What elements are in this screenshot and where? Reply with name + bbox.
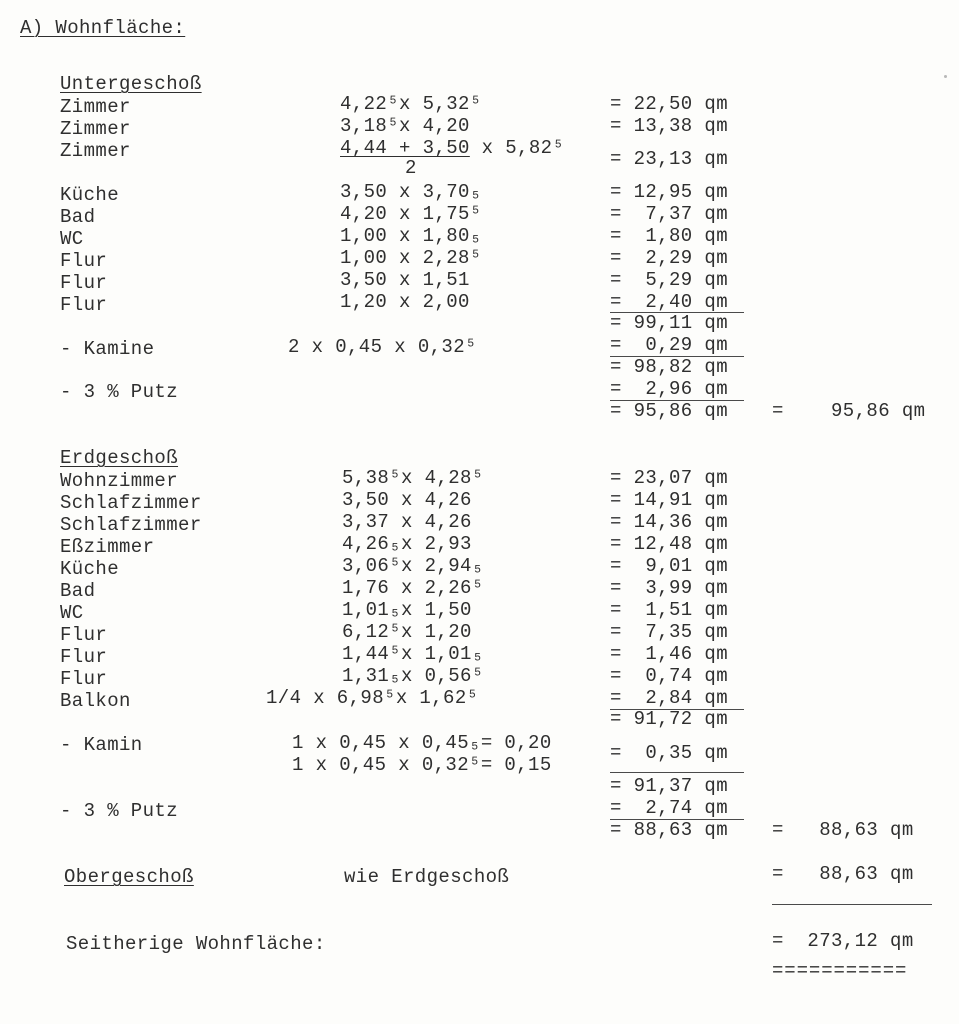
eg-calc: 6,12⁵x 1,20: [342, 621, 472, 643]
ug-title: Untergeschoß: [60, 73, 202, 95]
eg-putz-label: - 3 % Putz: [60, 800, 179, 822]
eg-room-label: Küche: [60, 558, 120, 580]
ug-total-right: = 95,86 qm: [772, 400, 926, 422]
eg-total-right: = 88,63 qm: [772, 819, 914, 841]
eg-kamin-calc-1: 1 x 0,45 x 0,45₅= 0,20: [292, 732, 552, 754]
eg-kamin-result: = 0,35 qm: [610, 742, 729, 764]
eg-calc: 3,37 x 4,26: [342, 511, 472, 533]
eg-result: = 3,99 qm: [610, 577, 729, 599]
ug-result: = 2,29 qm: [610, 247, 729, 269]
eg-calc: 3,50 x 4,26: [342, 489, 472, 511]
ug-result: = 5,29 qm: [610, 269, 729, 291]
ug-room-label: WC: [60, 228, 84, 250]
ug-kamine-calc: 2 x 0,45 x 0,32⁵: [288, 336, 477, 358]
ug-total: = 95,86 qm: [610, 400, 729, 422]
eg-room-label: Flur: [60, 668, 108, 690]
ug-calc: [340, 137, 564, 159]
ug-calc: 4,22⁵x 5,32⁵: [340, 93, 482, 115]
ug-calc: 3,50 x 3,70₅: [340, 181, 482, 203]
eg-calc: 1,01₅x 1,50: [342, 599, 472, 621]
eg-calc: 1/4 x 6,98⁵x 1,62⁵: [266, 687, 479, 709]
eg-title: Erdgeschoß: [60, 447, 179, 469]
eg-room-label: Schlafzimmer: [60, 492, 202, 514]
ug-putz-result: = 2,96 qm: [610, 378, 729, 400]
eg-room-label: Schlafzimmer: [60, 514, 202, 536]
ug-result: = 12,95 qm: [610, 181, 729, 203]
ug-subtotal-2: = 98,82 qm: [610, 356, 729, 378]
ug-calc: 3,50 x 1,51: [340, 269, 470, 291]
ug-calc-denominator: 2: [405, 157, 417, 179]
ug-room-label: Küche: [60, 184, 120, 206]
ug-kamine-label: - Kamine: [60, 338, 155, 360]
section-heading: A) Wohnfläche:: [20, 17, 186, 39]
ug-calc: 3,18⁵x 4,20: [340, 115, 470, 137]
eg-room-label: Bad: [60, 580, 96, 602]
eg-calc: 1,76 x 2,26⁵: [342, 577, 484, 599]
eg-calc: 5,38⁵x 4,28⁵: [342, 467, 484, 489]
eg-putz-result: = 2,74 qm: [610, 797, 729, 819]
ug-calc-numerator: 4,44 + 3,50: [340, 137, 470, 159]
eg-kamin-label: - Kamin: [60, 734, 143, 756]
ug-room-label: Zimmer: [60, 96, 131, 118]
eg-result: = 0,74 qm: [610, 665, 729, 687]
ug-subtotal-1: = 99,11 qm: [610, 312, 729, 334]
eg-result: = 12,48 qm: [610, 533, 729, 555]
eg-subtotal-1: = 91,72 qm: [610, 708, 729, 730]
eg-total: = 88,63 qm: [610, 819, 729, 841]
ug-result: = 22,50 qm: [610, 93, 729, 115]
ug-kamine-result: = 0,29 qm: [610, 334, 729, 356]
eg-rule-2: [610, 772, 744, 773]
eg-room-label: Eßzimmer: [60, 536, 155, 558]
og-note: wie Erdgeschoß: [344, 866, 510, 888]
ug-calc: 1,00 x 1,80₅: [340, 225, 482, 247]
eg-result: = 7,35 qm: [610, 621, 729, 643]
ug-room-label: Zimmer: [60, 140, 131, 162]
sum-double-rule: ===========: [772, 960, 908, 982]
eg-calc: 4,26₅x 2,93: [342, 533, 472, 555]
eg-room-label: WC: [60, 602, 84, 624]
ug-result: = 23,13 qm: [610, 148, 729, 170]
eg-calc: 1,31₅x 0,56⁵: [342, 665, 484, 687]
og-title: Obergeschoß: [64, 866, 194, 888]
eg-result: = 14,91 qm: [610, 489, 729, 511]
ug-calc: 1,00 x 2,28⁵: [340, 247, 482, 269]
eg-room-label: Flur: [60, 624, 108, 646]
eg-room-label: Wohnzimmer: [60, 470, 179, 492]
eg-calc: 3,06⁵x 2,94₅: [342, 555, 484, 577]
ug-result: = 7,37 qm: [610, 203, 729, 225]
eg-result: = 23,07 qm: [610, 467, 729, 489]
sum-value: = 273,12 qm: [772, 930, 914, 952]
eg-result: = 14,36 qm: [610, 511, 729, 533]
paper-smudge: [944, 75, 947, 78]
ug-room-label: Zimmer: [60, 118, 131, 140]
ug-result: = 2,40 qm: [610, 291, 729, 313]
ug-result: = 1,80 qm: [610, 225, 729, 247]
ug-calc: 1,20 x 2,00: [340, 291, 470, 313]
final-rule: [772, 904, 932, 905]
sum-label: Seitherige Wohnfläche:: [66, 933, 326, 955]
ug-result: = 13,38 qm: [610, 115, 729, 137]
eg-result: = 1,46 qm: [610, 643, 729, 665]
eg-result: = 2,84 qm: [610, 687, 729, 709]
eg-result: = 1,51 qm: [610, 599, 729, 621]
ug-room-label: Bad: [60, 206, 96, 228]
eg-calc: 1,44⁵x 1,01₅: [342, 643, 484, 665]
eg-room-label: Balkon: [60, 690, 131, 712]
ug-putz-label: - 3 % Putz: [60, 381, 179, 403]
eg-subtotal-2: = 91,37 qm: [610, 775, 729, 797]
eg-room-label: Flur: [60, 646, 108, 668]
eg-result: = 9,01 qm: [610, 555, 729, 577]
ug-calc-tail: x 5,82⁵: [481, 137, 565, 159]
ug-room-label: Flur: [60, 272, 108, 294]
og-total-right: = 88,63 qm: [772, 863, 914, 885]
eg-kamin-calc-2: 1 x 0,45 x 0,32⁵= 0,15: [292, 754, 552, 776]
ug-room-label: Flur: [60, 294, 108, 316]
ug-calc: 4,20 x 1,75⁵: [340, 203, 482, 225]
ug-room-label: Flur: [60, 250, 108, 272]
